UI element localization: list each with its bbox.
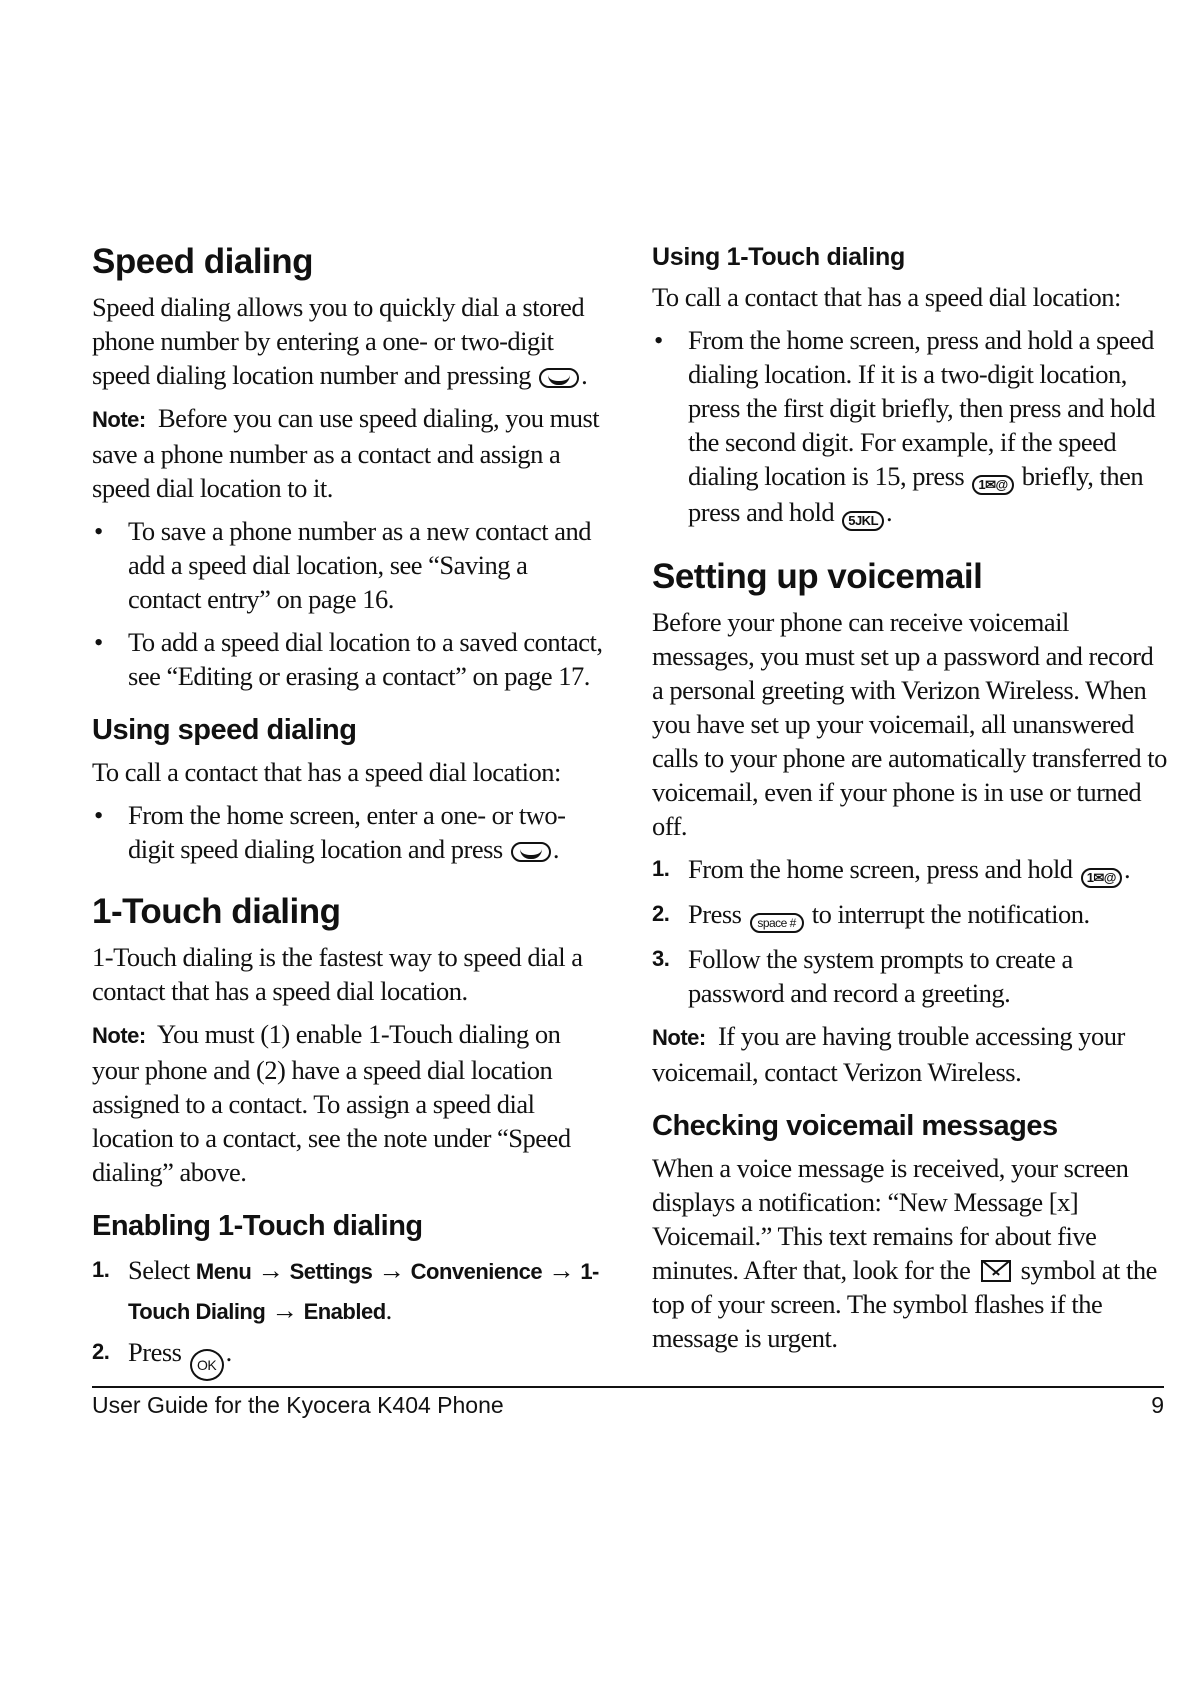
speed-dialing-note: Note: Before you can use speed dialing, you must save a phone number as a contact and assign a speed dial location to it. <box>92 403 600 503</box>
speed-dialing-intro: Speed dialing allows you to quickly dial a stored phone number by entering a one- or two-digit speed dialing location number and pressing . <box>92 292 588 390</box>
enabling-steps <box>92 1251 604 1381</box>
list-item: • To save a phone number as a new contact and add a speed dial location, see “Saving a contact entry” on page 16. <box>92 514 604 616</box>
menu-path-one-touch-dialing: 1-Touch Dialing <box>128 1259 599 1324</box>
footer-title: User Guide for the Kyocera K404 Phone <box>92 1392 504 1418</box>
step-item: 1. Select Menu → Settings → Convenience → 1-Touch Dialing → Enabled. <box>92 1255 599 1325</box>
using-one-touch-intro: To call a contact that has a speed dial location: <box>652 282 1121 312</box>
enabling-one-touch-heading: Enabling 1-Touch dialing <box>92 1210 423 1242</box>
using-speed-dialing-intro: To call a contact that has a speed dial location: <box>92 757 561 787</box>
right-column <box>652 240 1167 1355</box>
menu-path-settings: Settings <box>289 1259 373 1284</box>
one-touch-intro: 1-Touch dialing is the fastest way to speed dial a contact that has a speed dial location. <box>92 942 583 1006</box>
using-one-touch-heading: Using 1-Touch dialing <box>652 243 905 271</box>
voicemail-intro: Before your phone can receive voicemail messages, you must set up a password and record a personal greeting with Verizon Wireless. When you have set up your voicemail, all unanswered calls to your phone are automatically transferred to voicemail, even if your phone is in use or turned off. <box>652 607 1167 841</box>
voicemail-steps <box>652 852 1167 1010</box>
speed-dialing-heading: Speed dialing <box>92 242 314 281</box>
list-item: • From the home screen, enter a one- or two-digit speed dialing location and press . <box>92 798 604 866</box>
arrow-icon: → <box>257 1255 284 1285</box>
five-key-icon: 5JKL <box>842 511 884 531</box>
step-item: 1. From the home screen, press and hold 1✉@ . <box>652 852 1167 888</box>
using-one-touch-bullets <box>652 323 1167 531</box>
envelope-icon <box>981 1260 1011 1282</box>
speed-dialing-bullets <box>92 514 604 693</box>
step-item: 3. Follow the system prompts to create a password and record a greeting. <box>652 944 1073 1008</box>
ok-key-icon: OK <box>190 1349 224 1381</box>
page-number: 9 <box>1151 1392 1164 1418</box>
list-item: • From the home screen, press and hold a speed dialing location. If it is a two-digit location, press the first digit briefly, then press and hold the second digit. For example, if the speed dialing location is 15, press 1✉@ briefly, then press and hold 5JKL . <box>652 323 1167 531</box>
menu-path-enabled: Enabled <box>303 1299 386 1324</box>
note-label: Note: <box>92 407 146 432</box>
arrow-icon: → <box>271 1295 298 1325</box>
one-touch-dialing-heading: 1-Touch dialing <box>92 892 341 931</box>
step-item: 2. Press OK . <box>92 1335 604 1381</box>
setting-up-voicemail-heading: Setting up voicemail <box>652 557 983 596</box>
one-touch-note: Note: You must (1) enable 1-Touch dialing on your phone and (2) have a speed dial location assigned to a contact. To assign a speed dial location to a contact, see the note under “Speed dialing” above. <box>92 1019 571 1187</box>
using-speed-dialing-bullets <box>92 798 604 866</box>
send-key-icon <box>511 842 551 862</box>
step-item: 2. Press space # to interrupt the notification. <box>652 897 1167 933</box>
space-key-icon: space # <box>750 913 804 933</box>
voicemail-note: Note: If you are having trouble accessing your voicemail, contact Verizon Wireless. <box>652 1021 1125 1087</box>
send-key-icon <box>539 368 579 388</box>
arrow-icon: → <box>548 1255 575 1285</box>
note-label: Note: <box>92 1023 146 1048</box>
list-item: • To add a speed dial location to a saved contact, see “Editing or erasing a contact” on page 17. <box>92 625 604 693</box>
one-key-icon: 1✉@ <box>972 475 1013 495</box>
left-column <box>92 240 604 1381</box>
footer-divider <box>92 1386 1164 1388</box>
using-speed-dialing-heading: Using speed dialing <box>92 714 357 746</box>
menu-path-menu: Menu <box>195 1259 252 1284</box>
checking-voicemail-text: When a voice message is received, your screen displays a notification: “New Message [x] Voicemail.” This text remains for about five minutes. After that, look for the symbol at the top of your screen. The symbol flashes if the message is urgent. <box>652 1153 1157 1353</box>
arrow-icon: → <box>378 1255 405 1285</box>
note-label: Note: <box>652 1025 706 1050</box>
checking-voicemail-heading: Checking voicemail messages <box>652 1110 1058 1142</box>
menu-path-convenience: Convenience <box>410 1259 543 1284</box>
one-key-icon: 1✉@ <box>1081 868 1122 888</box>
